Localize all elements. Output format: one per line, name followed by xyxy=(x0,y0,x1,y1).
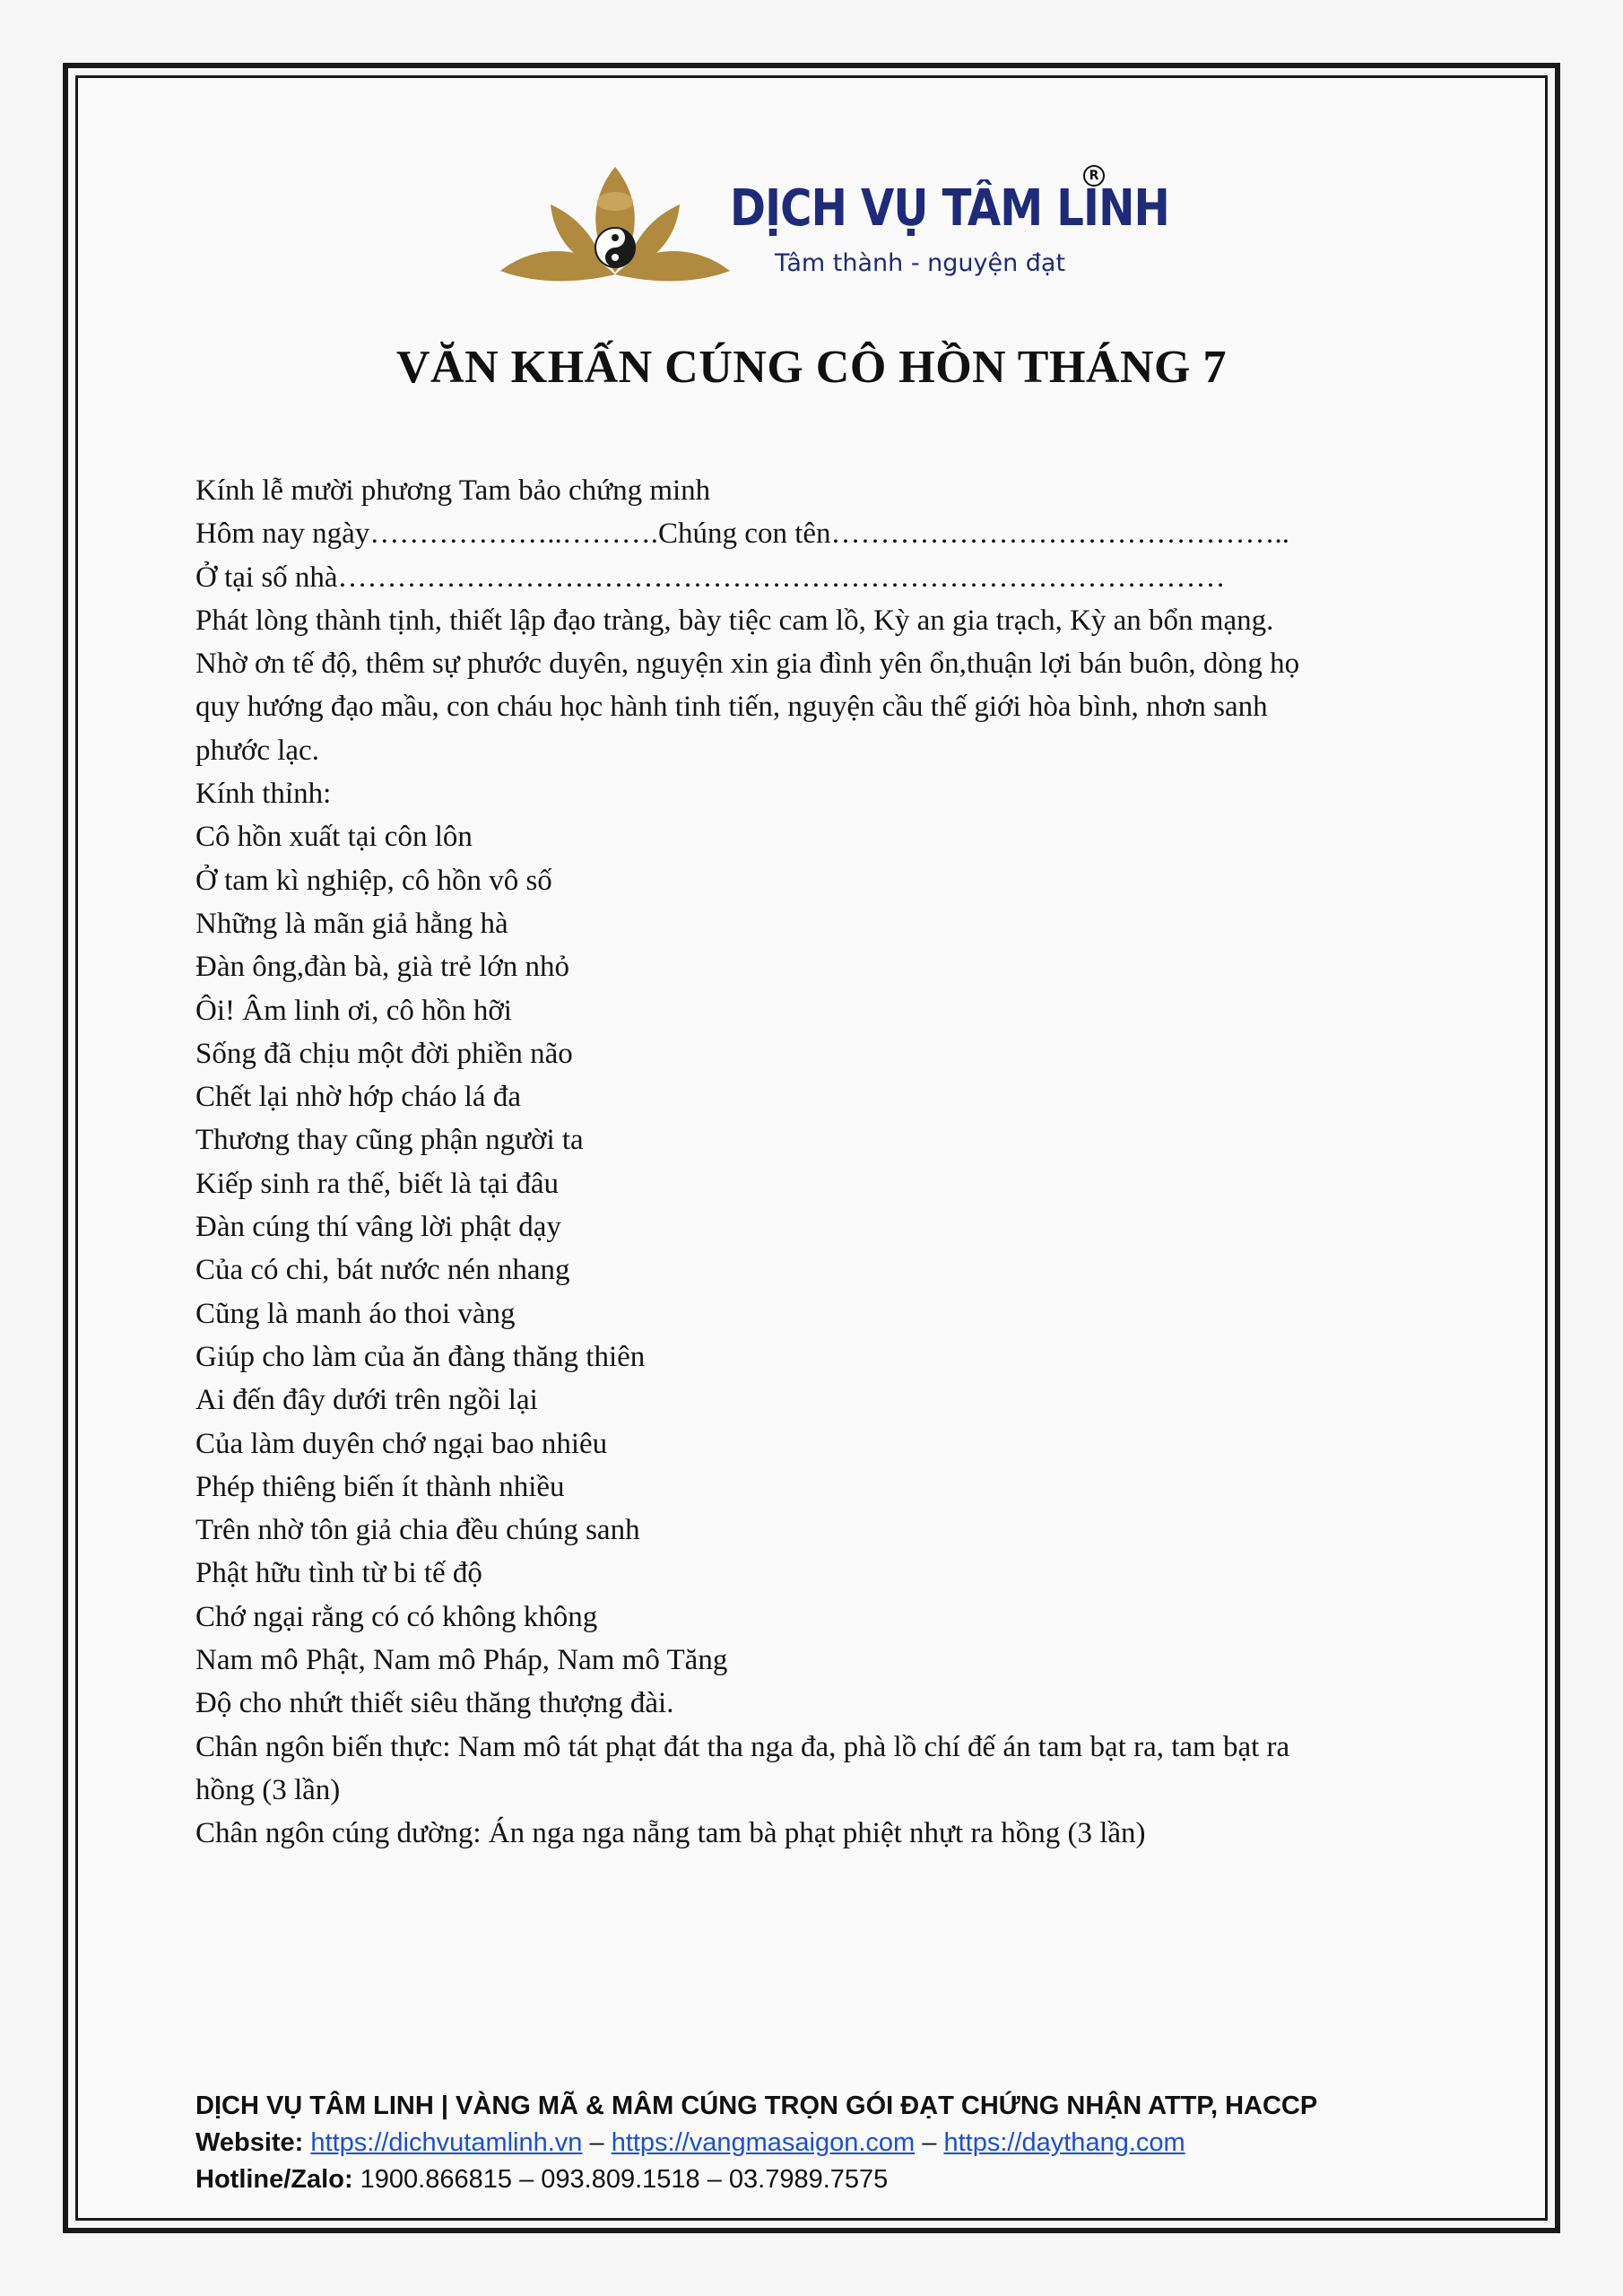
footer xyxy=(195,2088,1451,2198)
text-line: Ai đến đây dưới trên ngồi lại xyxy=(195,1384,538,1417)
text-line: Đàn cúng thí vâng lời phật dạy xyxy=(195,1211,561,1244)
text-line: Kính lễ mười phương Tam bảo chứng minh xyxy=(195,474,711,507)
text-line: phước lạc. xyxy=(195,734,319,767)
link-separator: – xyxy=(915,2128,944,2157)
text-line: Nam mô Phật, Nam mô Pháp, Nam mô Tăng xyxy=(195,1644,728,1677)
text-line: Chớ ngại rằng có có không không xyxy=(195,1600,598,1633)
website-label: Website: xyxy=(195,2128,304,2157)
hotline-numbers: 1900.866815 – 093.809.1518 – 03.7989.7575 xyxy=(352,2165,889,2194)
text-line: Nhờ ơn tế độ, thêm sự phước duyên, nguyện xin gia đình yên ổn,thuận lợi bán buôn, dòng họ xyxy=(195,648,1300,681)
link-daythang[interactable]: https://daythang.com xyxy=(943,2128,1185,2157)
text-line: Ở tam kì nghiệp, cô hồn vô số xyxy=(195,864,552,897)
text-line: Phật hữu tình từ bi tế độ xyxy=(195,1557,482,1590)
text-line: Chân ngôn cúng dường: Án nga nga nẵng tam bà phạt phiệt nhựt ra hồng (3 lần) xyxy=(195,1817,1146,1850)
text-line: Độ cho nhứt thiết siêu thăng thượng đài. xyxy=(195,1687,674,1720)
lotus-yin-yang-icon xyxy=(499,161,732,296)
brand-tagline: Tâm thành - nguyện đạt xyxy=(775,249,1066,277)
link-separator: – xyxy=(582,2128,612,2157)
text-line: Ở tại số nhà……………………………………………………………………………… xyxy=(195,561,1226,594)
footer-company-line: DỊCH VỤ TÂM LINH | VÀNG MÃ & MÂM CÚNG TRỌN GÓI ĐẠT CHỨNG NHẬN ATTP, HACCP xyxy=(195,2092,1318,2120)
document-title: VĂN KHẤN CÚNG CÔ HỒN THÁNG 7 xyxy=(396,342,1227,393)
text-line: Trên nhờ tôn giả chia đều chúng sanh xyxy=(195,1514,640,1547)
text-line: Chết lại nhờ hớp cháo lá đa xyxy=(195,1081,521,1114)
hotline-label: Hotline/Zalo: xyxy=(195,2165,353,2194)
text-line: hồng (3 lần) xyxy=(195,1773,341,1806)
link-vangmasaigon[interactable]: https://vangmasaigon.com xyxy=(611,2128,916,2157)
text-line: Đàn ông,đàn bà, già trẻ lớn nhỏ xyxy=(195,951,570,984)
prayer-text xyxy=(195,469,1433,1856)
text-line: Những là mãn giả hằng hà xyxy=(195,907,508,940)
text-line: Hôm nay ngày………………..……….Chúng con tên……………………………………….. xyxy=(195,517,1290,551)
text-line: Của có chi, bát nước nén nhang xyxy=(195,1254,570,1287)
link-dichvutamlinh[interactable]: https://dichvutamlinh.vn xyxy=(310,2128,583,2157)
brand-name: DỊCH VỤ TÂM LINH xyxy=(730,179,1169,238)
registered-trademark-icon: R xyxy=(1083,165,1105,187)
text-line: Thương thay cũng phận người ta xyxy=(195,1124,584,1157)
footer-hotline-line xyxy=(195,2161,1451,2198)
text-line: Của làm duyên chớ ngại bao nhiêu xyxy=(195,1427,608,1460)
text-line: Phép thiêng biến ít thành nhiều xyxy=(195,1470,565,1503)
text-line: Phát lòng thành tịnh, thiết lập đạo tràng, bày tiệc cam lồ, Kỳ an gia trạch, Kỳ an bổn mạng. xyxy=(195,604,1274,637)
text-line: Cũng là manh áo thoi vàng xyxy=(195,1297,516,1330)
text-line: Kính thỉnh: xyxy=(195,778,332,811)
text-line: Ôi! Âm linh ơi, cô hồn hỡi xyxy=(195,994,512,1027)
text-line: Giúp cho làm của ăn đàng thăng thiên xyxy=(195,1340,646,1373)
brand-logo xyxy=(499,161,1169,296)
text-line: Cô hồn xuất tại côn lôn xyxy=(195,821,473,854)
footer-website-line xyxy=(195,2125,1451,2161)
text-line: Chân ngôn biến thực: Nam mô tát phạt đát tha nga đa, phà lồ chí đế án tam bạt ra, tam bạt ra xyxy=(195,1730,1290,1763)
text-line: Sống đã chịu một đời phiền não xyxy=(195,1037,573,1070)
text-line: quy hướng đạo mầu, con cháu học hành tinh tiến, nguyện cầu thế giới hòa bình, nhơn sanh xyxy=(195,691,1268,724)
text-line: Kiếp sinh ra thế, biết là tại đâu xyxy=(195,1167,560,1200)
